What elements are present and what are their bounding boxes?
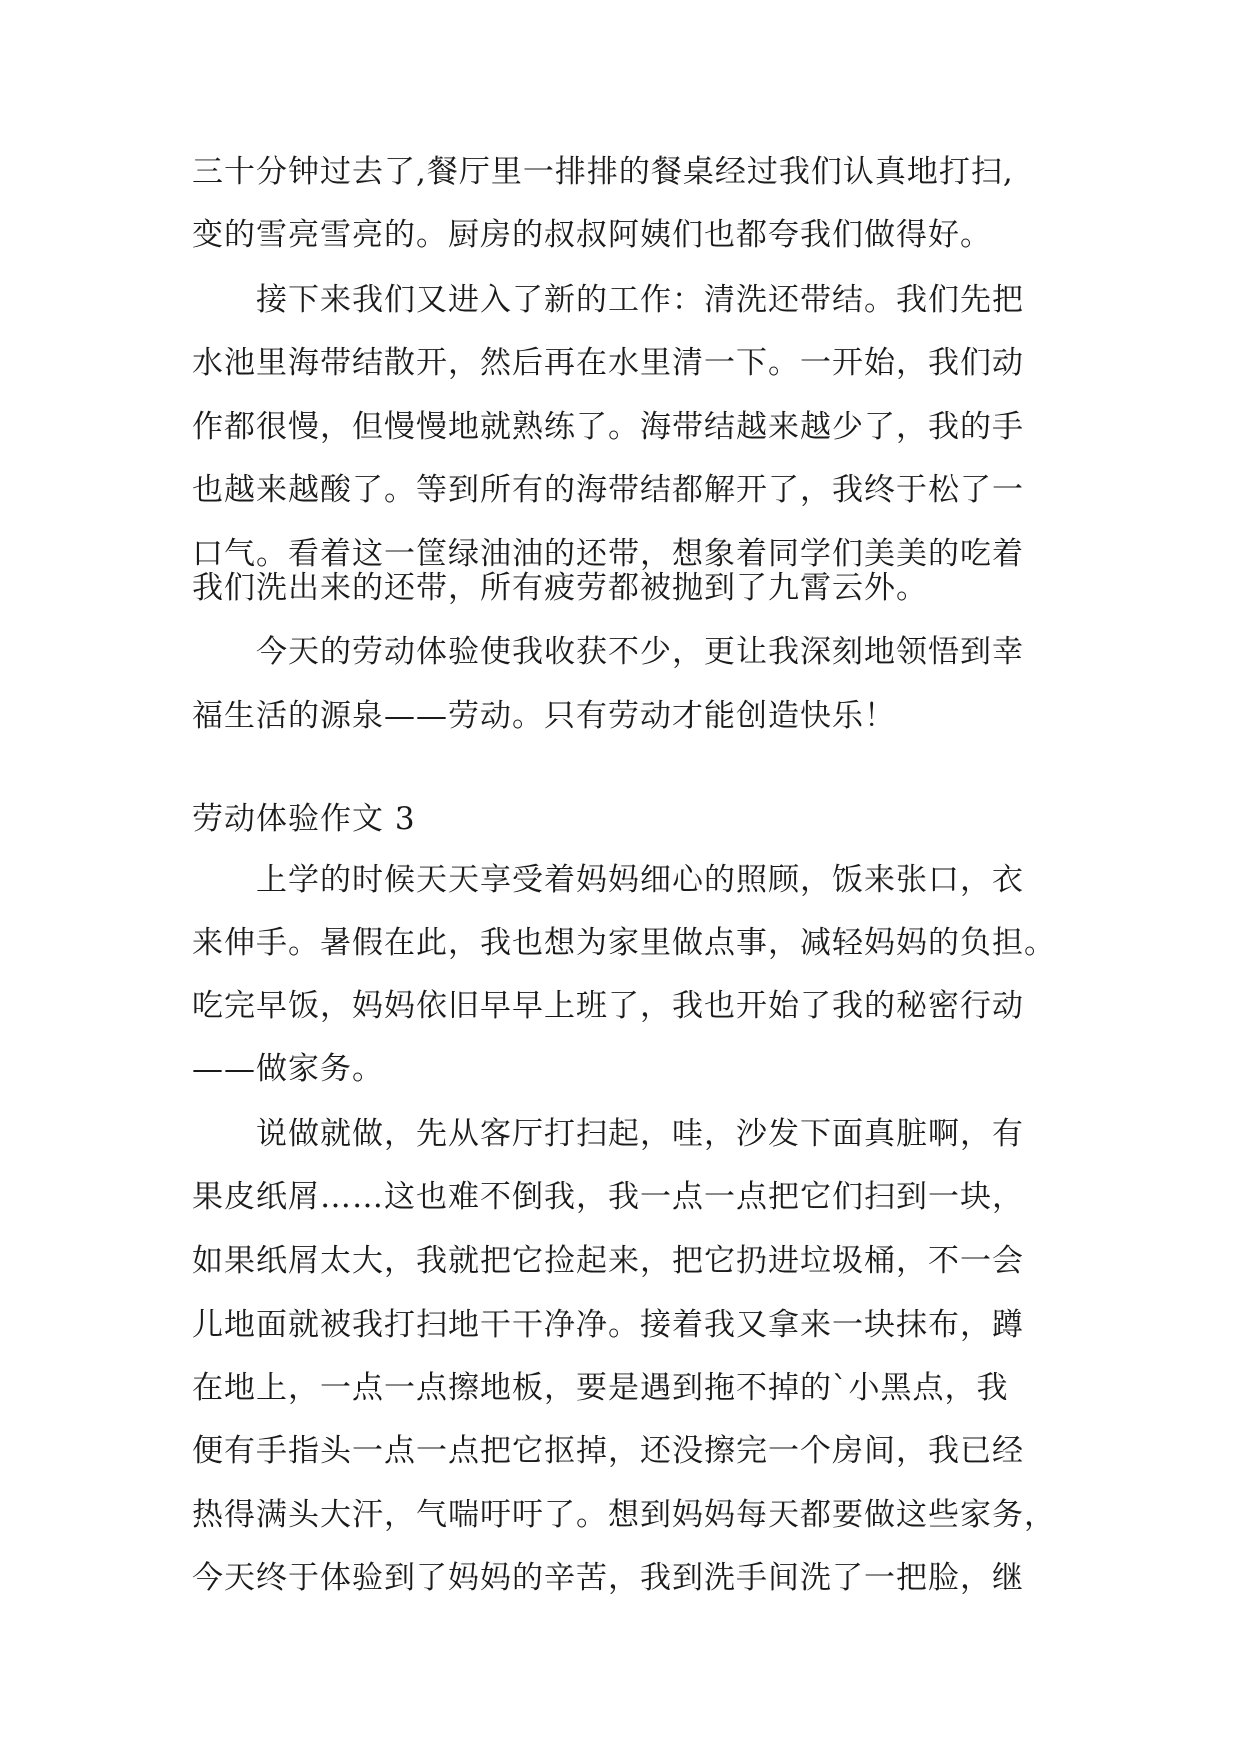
paragraph-line: 福生活的源泉——劳动。只有劳动才能创造快乐！ [192, 698, 896, 734]
paragraph-line: 也越来越酸了。等到所有的海带结都解开了，我终于松了一 [192, 472, 1024, 508]
paragraph-line: 儿地面就被我打扫地干干净净。接着我又拿来一块抹布，蹲 [192, 1307, 1024, 1343]
paragraph-line: 上学的时候天天享受着妈妈细心的照顾，饭来张口，衣 [256, 862, 1024, 898]
paragraph-line: 今天的劳动体验使我收获不少，更让我深刻地领悟到幸 [256, 634, 1024, 670]
paragraph-line: 作都很慢，但慢慢地就熟练了。海带结越来越少了，我的手 [192, 409, 1024, 445]
paragraph-line: 热得满头大汗，气喘吁吁了。想到妈妈每天都要做这些家务， [192, 1497, 1056, 1533]
paragraph-line: 来伸手。暑假在此，我也想为家里做点事，减轻妈妈的负担。 [192, 925, 1056, 961]
paragraph-line: 今天终于体验到了妈妈的辛苦，我到洗手间洗了一把脸，继 [192, 1560, 1024, 1596]
paragraph-line: 水池里海带结散开，然后再在水里清一下。一开始，我们动 [192, 345, 1024, 381]
paragraph-line: 我们洗出来的还带，所有疲劳都被抛到了九霄云外。 [192, 570, 928, 606]
paragraph-line: 接下来我们又进入了新的工作：清洗还带结。我们先把 [256, 282, 1024, 318]
paragraph-line: 三十分钟过去了,餐厅里一排排的餐桌经过我们认真地打扫, [192, 154, 1014, 190]
paragraph-line: 说做就做，先从客厅打扫起，哇，沙发下面真脏啊，有 [256, 1116, 1024, 1152]
paragraph-line: 吃完早饭，妈妈依旧早早上班了，我也开始了我的秘密行动 [192, 988, 1024, 1024]
paragraph-line: 口气。看着这一筐绿油油的还带，想象着同学们美美的吃着 [192, 536, 1024, 572]
paragraph-line: 变的雪亮雪亮的。厨房的叔叔阿姨们也都夸我们做得好。 [192, 217, 992, 253]
paragraph-line: 果皮纸屑……这也难不倒我，我一点一点把它们扫到一块， [192, 1179, 1024, 1215]
section-heading: 劳动体验作文 3 [192, 801, 416, 837]
paragraph-line: 如果纸屑太大，我就把它捡起来，把它扔进垃圾桶，不一会 [192, 1243, 1024, 1279]
paragraph-line: 便有手指头一点一点把它抠掉，还没擦完一个房间，我已经 [192, 1433, 1024, 1469]
paragraph-line: 在地上，一点一点擦地板，要是遇到拖不掉的`小黑点，我 [192, 1370, 1009, 1406]
paragraph-line: ——做家务。 [192, 1051, 384, 1087]
